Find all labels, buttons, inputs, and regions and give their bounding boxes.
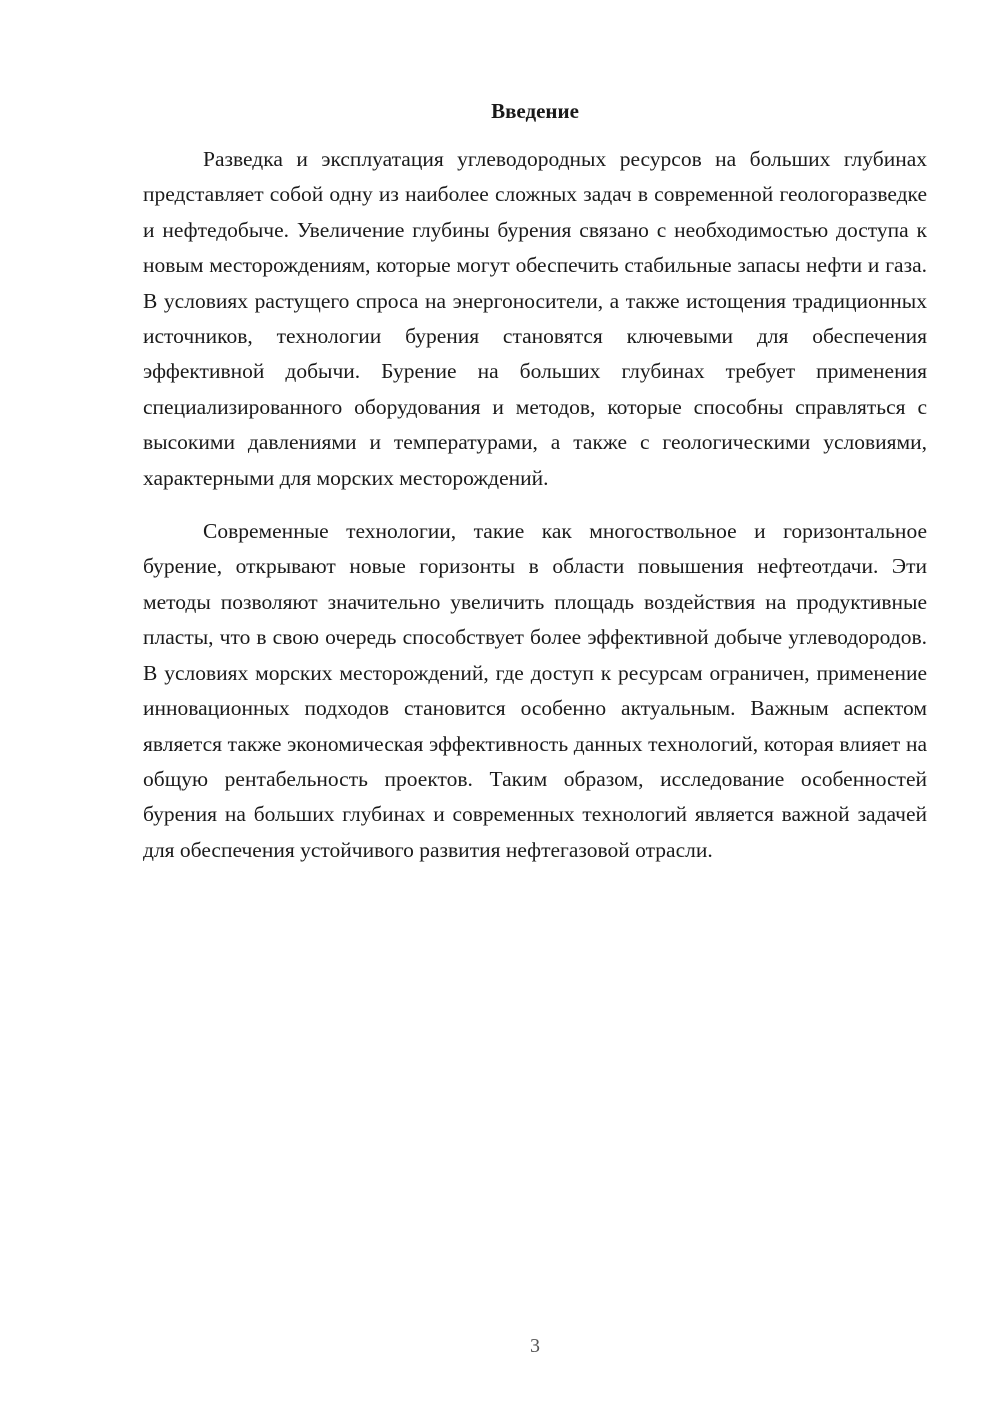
section-heading: Введение	[491, 99, 579, 123]
paragraph-2: Современные технологии, такие как многоствольное и горизонтальное бурение, открывают новые горизонты в области повышения нефтеотдачи. Эти методы позволяют значительно увеличить площадь воздействия на продуктивные пласты, что в свою очередь способствует более эффективной добыче углеводородов. В условиях морских месторождений, где доступ к ресурсам ограничен, применение инновационных подходов становится особенно актуальным. Важным аспектом является также экономическая эффективность данных технологий, которая влияет на общую рентабельность проектов. Таким образом, исследование особенностей бурения на больших глубинах и современных технологий является важной задачей для обеспечения устойчивого развития нефтегазовой отрасли.	[143, 519, 927, 862]
paragraph-1: Разведка и эксплуатация углеводородных ресурсов на больших глубинах представляет собой одну из наиболее сложных задач в современной геологоразведке и нефтедобыче. Увеличение глубины бурения связано с необходимостью доступа к новым месторождениям, которые могут обеспечить стабильные запасы нефти и газа. В условиях растущего спроса на энергоносители, а также истощения традиционных источников, технологии бурения становятся ключевыми для обеспечения эффективной добычи. Бурение на больших глубинах требует применения специализированного оборудования и методов, которые способны справляться с высокими давлениями и температурами, а также с геологическими условиями, характерными для морских месторождений.	[143, 147, 927, 490]
page-number: 3	[530, 1335, 540, 1357]
body-text	[143, 142, 927, 868]
